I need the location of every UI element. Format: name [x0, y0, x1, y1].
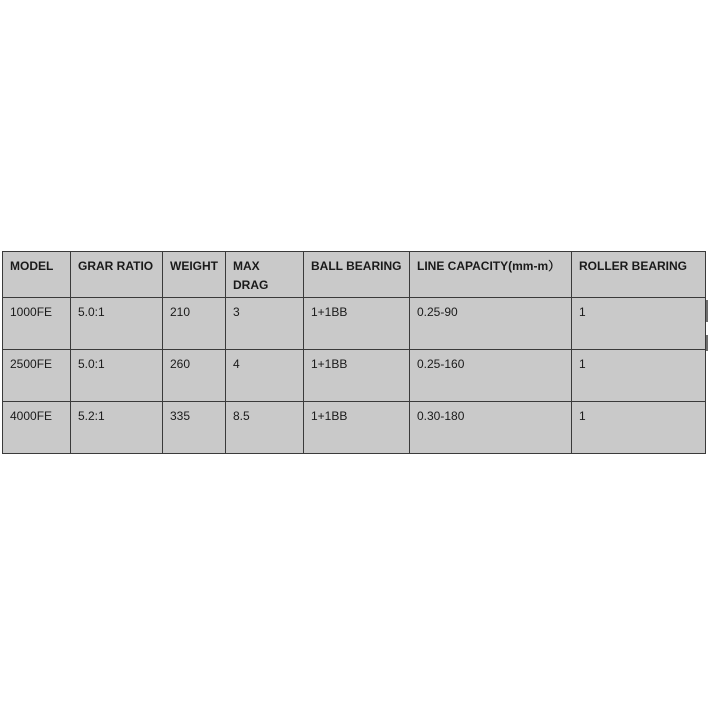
specifications-table	[2, 251, 706, 454]
header-cell-roller-bearing	[572, 252, 706, 298]
cell-roller-bearing: 1	[572, 402, 706, 454]
cell-ball-bearing: 1+1BB	[304, 350, 410, 402]
cell-weight: 210	[163, 298, 226, 350]
cell-model: 4000FE	[3, 402, 71, 454]
table-row	[3, 298, 706, 350]
header-label: MODEL	[10, 259, 54, 273]
header-cell-weight	[163, 252, 226, 298]
cell-gear-ratio: 5.2:1	[71, 402, 163, 454]
cell-line-capacity: 0.25-90	[410, 298, 572, 350]
cell-weight: 335	[163, 402, 226, 454]
header-cell-max-drag	[226, 252, 304, 298]
header-label: ROLLER BEARING	[579, 259, 687, 273]
cell-max-drag: 8.5	[226, 402, 304, 454]
header-label: GRAR RATIO	[78, 259, 154, 273]
header-label-line-1: MAX	[233, 259, 260, 273]
cell-weight: 260	[163, 350, 226, 402]
cell-max-drag: 4	[226, 350, 304, 402]
cell-max-drag: 3	[226, 298, 304, 350]
cell-line-capacity: 0.30-180	[410, 402, 572, 454]
header-label-line-2: DRAG	[233, 278, 269, 292]
table-header-row	[3, 252, 706, 298]
header-cell-model	[3, 252, 71, 298]
cell-roller-bearing: 1	[572, 298, 706, 350]
table-row	[3, 350, 706, 402]
header-label: BALL BEARING	[311, 259, 402, 273]
cell-ball-bearing: 1+1BB	[304, 298, 410, 350]
cell-ball-bearing: 1+1BB	[304, 402, 410, 454]
cell-model: 2500FE	[3, 350, 71, 402]
cell-gear-ratio: 5.0:1	[71, 350, 163, 402]
header-label: LINE CAPACITY(mm-m）	[417, 259, 561, 273]
table-row	[3, 402, 706, 454]
header-cell-line-capacity	[410, 252, 572, 298]
cell-line-capacity: 0.25-160	[410, 350, 572, 402]
header-label: WEIGHT	[170, 259, 218, 273]
cell-model: 1000FE	[3, 298, 71, 350]
header-cell-ball-bearing	[304, 252, 410, 298]
cell-gear-ratio: 5.0:1	[71, 298, 163, 350]
cell-roller-bearing: 1	[572, 350, 706, 402]
header-cell-gear-ratio	[71, 252, 163, 298]
